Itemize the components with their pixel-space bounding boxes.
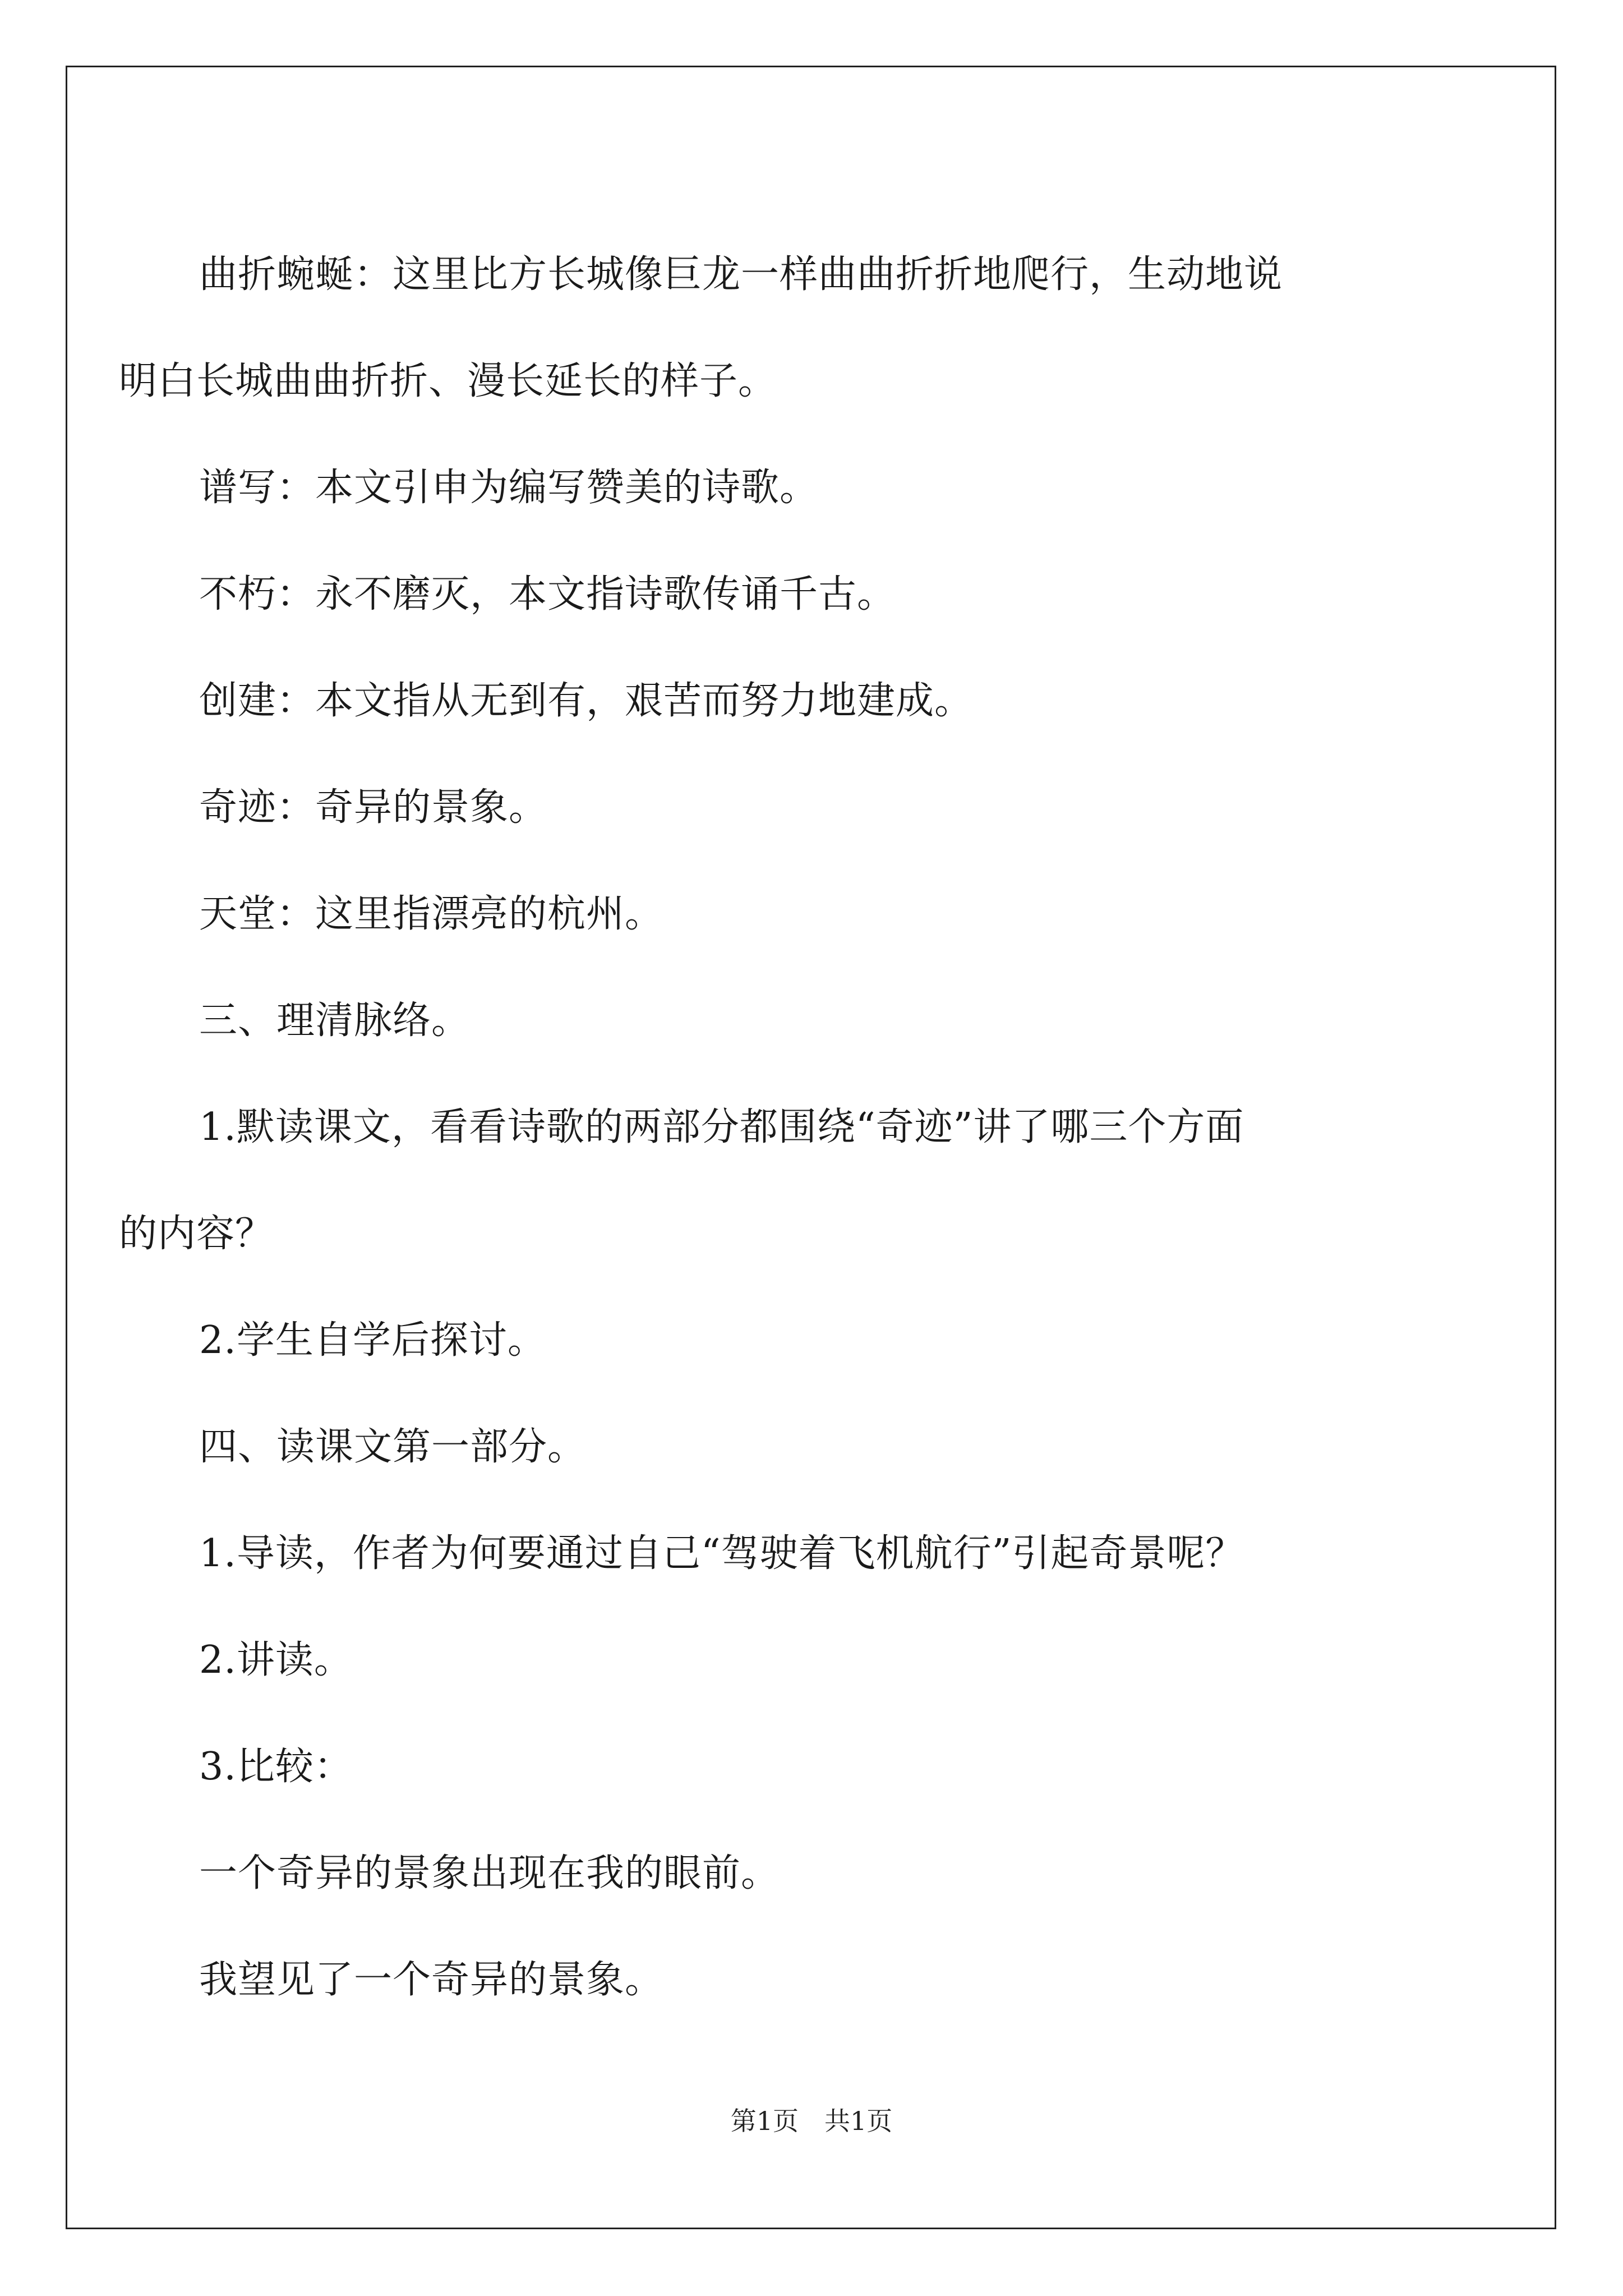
paragraph-continuation: 的内容？	[119, 1212, 274, 1256]
paragraph-line: 1.导读，作者为何要通过自己“驾驶着飞机航行”引起奇景呢？	[199, 1531, 1244, 1576]
paragraph-line: 奇迹：奇异的景象。	[199, 785, 548, 830]
paragraph-continuation: 明白长城曲曲折折、漫长延长的样子。	[119, 359, 777, 403]
page-footer	[0, 2101, 1623, 2138]
paragraph-line: 1.默读课文，看看诗歌的两部分都围绕“奇迹”讲了哪三个方面	[199, 1105, 1244, 1149]
section-heading: 三、理清脉络。	[199, 999, 471, 1043]
page-number: 第1页	[730, 2106, 799, 2136]
paragraph-line: 一个奇异的景象出现在我的眼前。	[199, 1851, 780, 1895]
paragraph-line: 3.比较：	[199, 1745, 353, 1789]
page-total: 共1页	[824, 2106, 893, 2136]
paragraph-line: 曲折蜿蜒：这里比方长城像巨龙一样曲曲折折地爬行，生动地说	[199, 252, 1283, 297]
section-heading: 四、读课文第一部分。	[199, 1425, 587, 1469]
paragraph-line: 2.讲读。	[199, 1638, 353, 1682]
paragraph-line: 创建：本文指从无到有，艰苦而努力地建成。	[199, 679, 974, 723]
paragraph-line: 2.学生自学后探讨。	[199, 1318, 546, 1363]
paragraph-line: 天堂：这里指漂亮的杭州。	[199, 892, 664, 936]
paragraph-line: 谱写：本文引申为编写赞美的诗歌。	[199, 466, 819, 510]
paragraph-line: 不朽：永不磨灭，本文指诗歌传诵千古。	[199, 572, 896, 616]
document-body	[119, 222, 1444, 2033]
paragraph-line: 我望见了一个奇异的景象。	[199, 1958, 664, 2002]
